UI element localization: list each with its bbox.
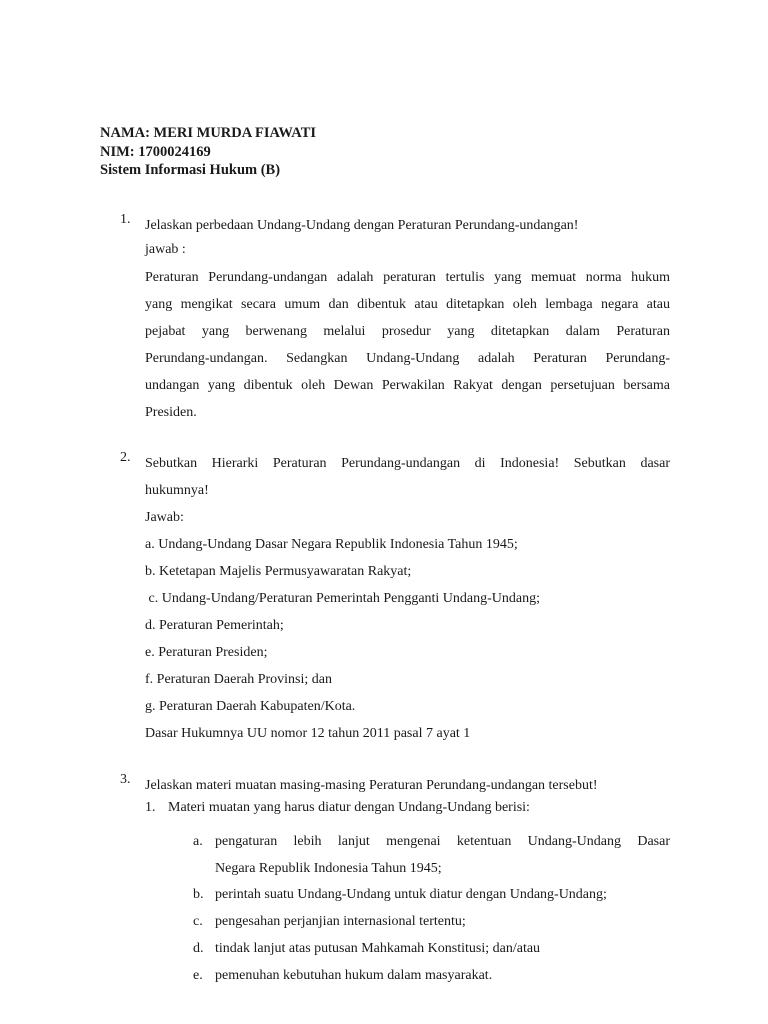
question-3-text-line: Jelaskan materi muatan masing-masing Peraturan Perundang-undangan tersebut! (145, 778, 598, 793)
item-letter: c. (193, 914, 203, 929)
answer-1-line: undangan yang dibentuk oleh Dewan Perwakilan Rakyat dengan persetujuan bersama (145, 378, 670, 393)
hierarchy-item: g. Peraturan Daerah Kabupaten/Kota. (145, 699, 356, 714)
item-letter: d. (193, 941, 204, 956)
question-3-number: 3. (120, 772, 131, 787)
answer-1-line: Perundang-undangan. Sedangkan Undang-Undang adalah Peraturan Perundang- (145, 351, 670, 366)
hierarchy-item: e. Peraturan Presiden; (145, 645, 268, 660)
question-1-text: Jelaskan perbedaan Undang-Undang dengan Peraturan Perundang-undangan! (145, 218, 579, 233)
student-header (100, 124, 316, 180)
question-2-text-line: Sebutkan Hierarki Peraturan Perundang-undangan di Indonesia! Sebutkan dasar (145, 456, 670, 471)
item-letter: a. (193, 834, 203, 849)
item-line: pengaturan lebih lanjut mengenai ketentuan Undang-Undang Dasar (215, 834, 670, 849)
question-3-text (145, 772, 670, 799)
question-1-body (145, 212, 670, 426)
student-name: NAMA: MERI MURDA FIAWATI (100, 125, 317, 141)
item-text: tindak lanjut atas putusan Mahkamah Konstitusi; dan/atau (215, 941, 541, 956)
q3-sub-number: 1. (145, 800, 156, 815)
question-1-answer-label: jawab : (145, 242, 186, 257)
item-text: pengesahan perjanjian internasional tertentu; (215, 914, 466, 929)
question-2-body (145, 450, 670, 747)
hierarchy-item: a. Undang-Undang Dasar Negara Republik Indonesia Tahun 1945; (145, 537, 518, 552)
hierarchy-item: d. Peraturan Pemerintah; (145, 618, 284, 633)
q3-sub-text: Materi muatan yang harus diatur dengan Undang-Undang berisi: (168, 800, 530, 815)
question-2-text-line: hukumnya! (145, 483, 209, 498)
hierarchy-item: b. Ketetapan Majelis Permusyawaratan Rakyat; (145, 564, 412, 579)
answer-1-line: Presiden. (145, 405, 197, 420)
item-text (215, 828, 670, 882)
question-1-number: 1. (120, 212, 131, 227)
answer-1-line: pejabat yang berwenang melalui prosedur yang ditetapkan dalam Peraturan (145, 324, 670, 339)
item-letter: e. (193, 968, 203, 983)
hierarchy-item: c. Undang-Undang/Peraturan Pemerintah Pengganti Undang-Undang; (145, 591, 541, 606)
answer-1-line: Peraturan Perundang-undangan adalah peraturan tertulis yang memuat norma hukum (145, 270, 670, 285)
item-line: Negara Republik Indonesia Tahun 1945; (215, 861, 442, 876)
course-name: Sistem Informasi Hukum (B) (100, 162, 281, 178)
item-letter: b. (193, 887, 204, 902)
item-text: pemenuhan kebutuhan hukum dalam masyarakat. (215, 968, 493, 983)
legal-basis: Dasar Hukumnya UU nomor 12 tahun 2011 pasal 7 ayat 1 (145, 726, 471, 741)
question-2-number: 2. (120, 450, 131, 465)
answer-1-line: yang mengikat secara umum dan dibentuk atau ditetapkan oleh lembaga negara atau (145, 297, 670, 312)
hierarchy-item: f. Peraturan Daerah Provinsi; dan (145, 672, 332, 687)
question-2-answer-label: Jawab: (145, 510, 184, 525)
item-text: perintah suatu Undang-Undang untuk diatur dengan Undang-Undang; (215, 887, 607, 902)
student-nim: NIM: 1700024169 (100, 143, 211, 160)
